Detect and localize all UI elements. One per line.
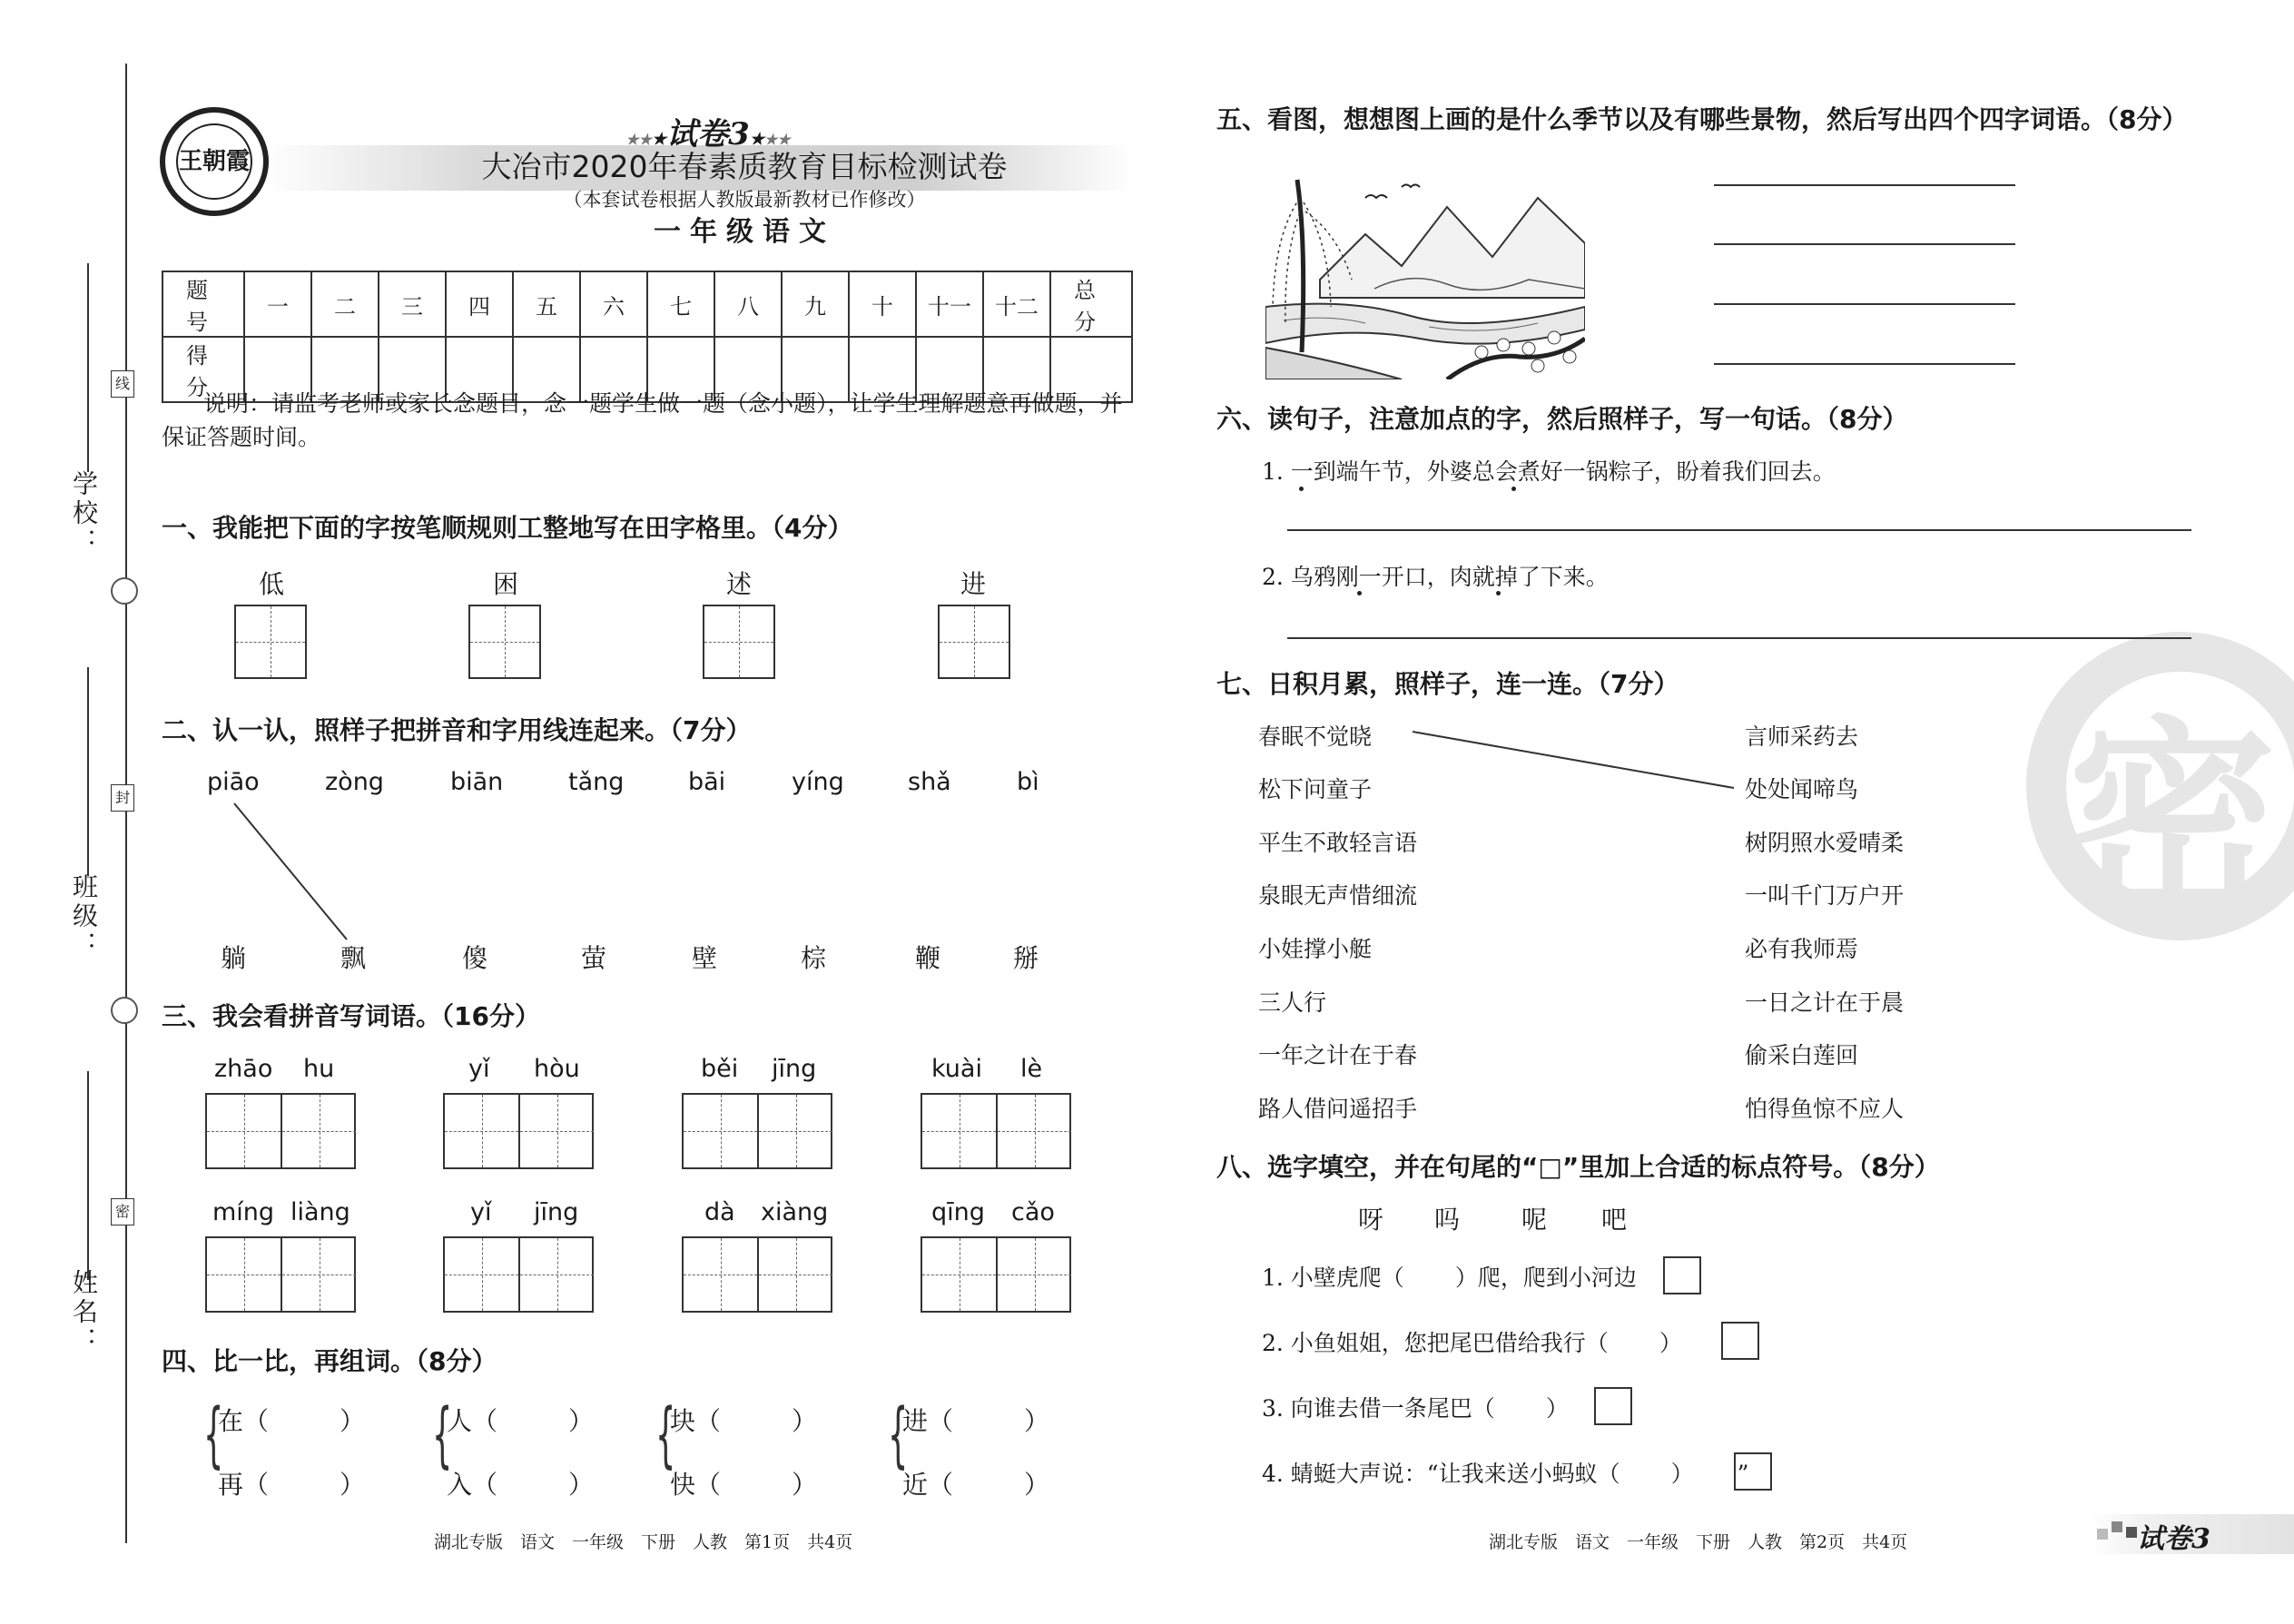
emphasis-dot (1496, 591, 1501, 595)
q7-left-item: 平生不敢轻言语 (1258, 830, 1418, 856)
q4-brace: { (432, 1394, 453, 1476)
score-head-cell: 二 (311, 271, 379, 337)
q3-pinyin: míng (212, 1198, 275, 1226)
q2-char: 掰 (1013, 943, 1039, 973)
q5-answer-line[interactable] (1714, 363, 2015, 365)
score-row-label: 得 分 (162, 337, 244, 402)
q2-pinyin: bì (1017, 768, 1039, 796)
q8-sentence2: 2. 小鱼姐姐，您把尾巴借给我行（ ） (1262, 1330, 1682, 1356)
school-label: 学校： (69, 470, 99, 557)
q3-pinyin: xiàng (761, 1198, 829, 1226)
q3-tianzige-pair[interactable] (921, 1236, 1071, 1313)
q4-item: 人（ ） (447, 1406, 595, 1436)
q2-pinyin: shǎ (908, 768, 951, 796)
corner-square (2097, 1529, 2108, 1540)
score-head-cell: 一 (244, 271, 311, 337)
score-head-cell: 九 (782, 271, 849, 337)
q6-title: 六、读句子，注意加点的字，然后照样子，写一句话。（8分） (1216, 404, 1908, 434)
q7-right-item: 一叫千门万户开 (1745, 882, 1905, 909)
name-label: 姓名： (69, 1269, 99, 1356)
class-label: 班级： (69, 873, 99, 960)
q2-pinyin: yíng (792, 768, 844, 796)
q4-title: 四、比一比，再组词。（8分） (162, 1346, 497, 1376)
score-head-cell: 八 (714, 271, 782, 337)
q4-item: 快（ ） (670, 1470, 818, 1500)
q7-left-item: 路人借问遥招手 (1258, 1096, 1418, 1122)
q2-char: 傻 (462, 943, 488, 973)
q3-pinyin: yǐ (470, 1198, 492, 1226)
q2-pinyin: biān (450, 768, 504, 796)
q7-right-item: 处处闻啼鸟 (1745, 776, 1859, 802)
paper-label: ★★★试卷3★★★ (625, 116, 791, 153)
corner-label: 试卷3 (2137, 1523, 2210, 1555)
q2-pinyin: zòng (325, 768, 384, 796)
q8-sentence3: 3. 向谁去借一条尾巴（ ） (1262, 1395, 1569, 1422)
q3-pinyin: jīng (534, 1198, 579, 1226)
q5-answer-line[interactable] (1714, 184, 2015, 186)
footer-left: 湖北专版 语文 一年级 下册 人教 第1页 共4页 (434, 1532, 853, 1552)
seal-char-mi: 密 (111, 1198, 134, 1225)
q7-left-item: 小娃撑小艇 (1258, 936, 1373, 962)
q2-example-line (0, 0, 1180, 999)
score-head-cell: 三 (379, 271, 446, 337)
q1-char: 进 (960, 569, 987, 599)
corner-square (2112, 1521, 2122, 1532)
q8-option: 呢 (1521, 1205, 1548, 1235)
q2-pinyin: piāo (207, 768, 260, 796)
q3-pinyin: qīng (931, 1198, 985, 1226)
score-head-cell: 十二 (983, 271, 1050, 337)
q8-sentence4: 4. 蜻蜓大声说：“让我来送小蚂蚁（ ） ” (1262, 1461, 1749, 1487)
q7-right-item: 怕得鱼惊不应人 (1745, 1096, 1905, 1122)
q7-right-item: 必有我师焉 (1745, 936, 1859, 962)
q2-char: 壁 (692, 943, 718, 973)
q4-item: 入（ ） (447, 1470, 595, 1500)
emphasis-dot (1357, 591, 1362, 595)
q4-item: 进（ ） (902, 1406, 1050, 1436)
q8-option: 吗 (1434, 1205, 1461, 1235)
q8-option: 呀 (1358, 1205, 1384, 1235)
q7-right-item: 树阴照水爱晴柔 (1745, 830, 1905, 856)
q8-option: 吧 (1601, 1205, 1628, 1235)
q6-answer-line[interactable] (1287, 529, 2191, 531)
q7-left-item: 一年之计在于春 (1258, 1042, 1418, 1068)
q2-title: 二、认一认，照样子把拼音和字用线连起来。（7分） (162, 715, 752, 745)
q7-right-item: 言师采药去 (1745, 723, 1859, 750)
q3-tianzige-pair[interactable] (443, 1093, 594, 1169)
q3-title: 三、我会看拼音写词语。（16分） (162, 1001, 540, 1031)
q4-item: 再（ ） (218, 1470, 366, 1500)
q5-answer-line[interactable] (1714, 303, 2015, 305)
q7-left-item: 松下问童子 (1258, 776, 1373, 802)
score-head-cell: 十一 (916, 271, 983, 337)
q1-char: 困 (493, 569, 519, 599)
q3-tianzige-pair[interactable] (443, 1236, 594, 1313)
instructions-line1: 说明：请监考老师或家长念题目，念一题学生做一题（念小题），让学生理解题意再做题，并 (203, 390, 1123, 417)
score-head-cell: 六 (580, 271, 647, 337)
q6-sentence2: 2. 乌鸦刚一开口，肉就掉了下来。 (1262, 564, 1609, 590)
q1-char: 低 (259, 569, 285, 599)
name-blank[interactable] (87, 1071, 89, 1280)
q1-char: 述 (726, 569, 753, 599)
watermark-char: 密 (2068, 700, 2278, 942)
grade-title: 一年级语文 (654, 216, 835, 248)
q2-pinyin: tǎng (568, 768, 625, 796)
score-head-cell: 七 (647, 271, 714, 337)
score-head-cell: 题 号 (162, 271, 244, 337)
q7-example-line (1362, 708, 1761, 817)
q7-title: 七、日积月累，照样子，连一连。（7分） (1216, 669, 1679, 699)
q1-title: 一、我能把下面的字按笔顺规则工整地写在田字格里。（4分） (162, 513, 853, 543)
q2-char: 飘 (340, 943, 367, 973)
q3-pinyin: liàng (290, 1198, 350, 1226)
q8-title: 八、选字填空，并在句尾的“□”里加上合适的标点符号。（8分） (1216, 1152, 1940, 1182)
q5-answer-line[interactable] (1714, 243, 2015, 245)
q6-answer-line[interactable] (1287, 637, 2191, 639)
q3-pinyin: kuài (931, 1055, 982, 1083)
q3-tianzige-pair[interactable] (682, 1093, 832, 1169)
q4-brace: { (655, 1394, 676, 1476)
score-head-cell: 总 分 (1050, 271, 1132, 337)
q7-right-item: 偷采白莲回 (1745, 1042, 1859, 1068)
score-head-cell: 五 (513, 271, 580, 337)
footer-right: 湖北专版 语文 一年级 下册 人教 第2页 共4页 (1489, 1532, 1908, 1552)
q8-punctuation-box[interactable] (1663, 1256, 1701, 1294)
q7-left-item: 泉眼无声惜细流 (1258, 882, 1418, 909)
q4-item: 近（ ） (902, 1470, 1050, 1500)
seal-char-xian: 线 (111, 370, 134, 398)
q6-sentence1: 1. 一到端午节，外婆总会煮好一锅粽子，盼着我们回去。 (1262, 458, 1836, 485)
q3-tianzige-pair[interactable] (921, 1093, 1071, 1169)
q4-item: 块（ ） (670, 1406, 818, 1436)
q4-item: 在（ ） (218, 1406, 366, 1436)
q2-char: 鞭 (915, 943, 941, 973)
spring-landscape-illustration (1265, 171, 1585, 379)
q7-left-item: 三人行 (1258, 989, 1327, 1016)
score-head-cell: 十 (849, 271, 916, 337)
score-head-cell: 四 (446, 271, 513, 337)
q3-pinyin: cǎo (1011, 1198, 1055, 1226)
exam-note: （本套试卷根据人教版最新教材已作修改） (563, 189, 926, 211)
q5-title: 五、看图，想想图上画的是什么季节以及有哪些景物，然后写出四个四字词语。（8分） (1216, 104, 2188, 134)
q3-pinyin: dà (704, 1198, 735, 1226)
q3-pinyin: jīng (772, 1055, 817, 1083)
q3-pinyin: hu (303, 1055, 335, 1083)
q3-pinyin: hòu (534, 1055, 580, 1083)
q2-char: 萤 (581, 943, 607, 973)
q3-tianzige-pair[interactable] (682, 1236, 832, 1313)
q7-left-item: 春眠不觉晓 (1258, 723, 1373, 750)
emphasis-dot (1299, 487, 1304, 491)
q3-pinyin: lè (1020, 1055, 1043, 1083)
q3-pinyin: yǐ (468, 1055, 490, 1083)
q4-brace: { (888, 1394, 909, 1476)
instructions-line2: 保证答题时间。 (162, 424, 321, 450)
ornament-icon (111, 997, 138, 1024)
q3-tianzige-pair[interactable] (205, 1093, 356, 1169)
q3-pinyin: zhāo (214, 1055, 273, 1083)
q8-punctuation-box[interactable] (1734, 1452, 1772, 1491)
q7-right-item: 一日之计在于晨 (1745, 989, 1905, 1016)
q4-brace: { (203, 1394, 224, 1476)
q3-pinyin: běi (701, 1055, 739, 1083)
q2-char: 棕 (801, 943, 827, 973)
emphasis-dot (1511, 487, 1516, 491)
exam-title: 大冶市2020年春素质教育目标检测试卷 (481, 149, 1008, 184)
q8-punctuation-box[interactable] (1594, 1387, 1632, 1425)
corner-square (2126, 1527, 2137, 1538)
logo-text: 王朝霞 (176, 123, 252, 200)
q2-pinyin: bāi (688, 768, 726, 796)
q8-punctuation-box[interactable] (1721, 1322, 1759, 1360)
seal-char-feng: 封 (111, 784, 134, 812)
q2-char: 躺 (221, 943, 247, 973)
paper-label-text: 试卷3 (666, 116, 750, 153)
q8-sentence1: 1. 小壁虎爬（ ）爬，爬到小河边 (1262, 1265, 1637, 1291)
q3-tianzige-pair[interactable] (205, 1236, 356, 1313)
